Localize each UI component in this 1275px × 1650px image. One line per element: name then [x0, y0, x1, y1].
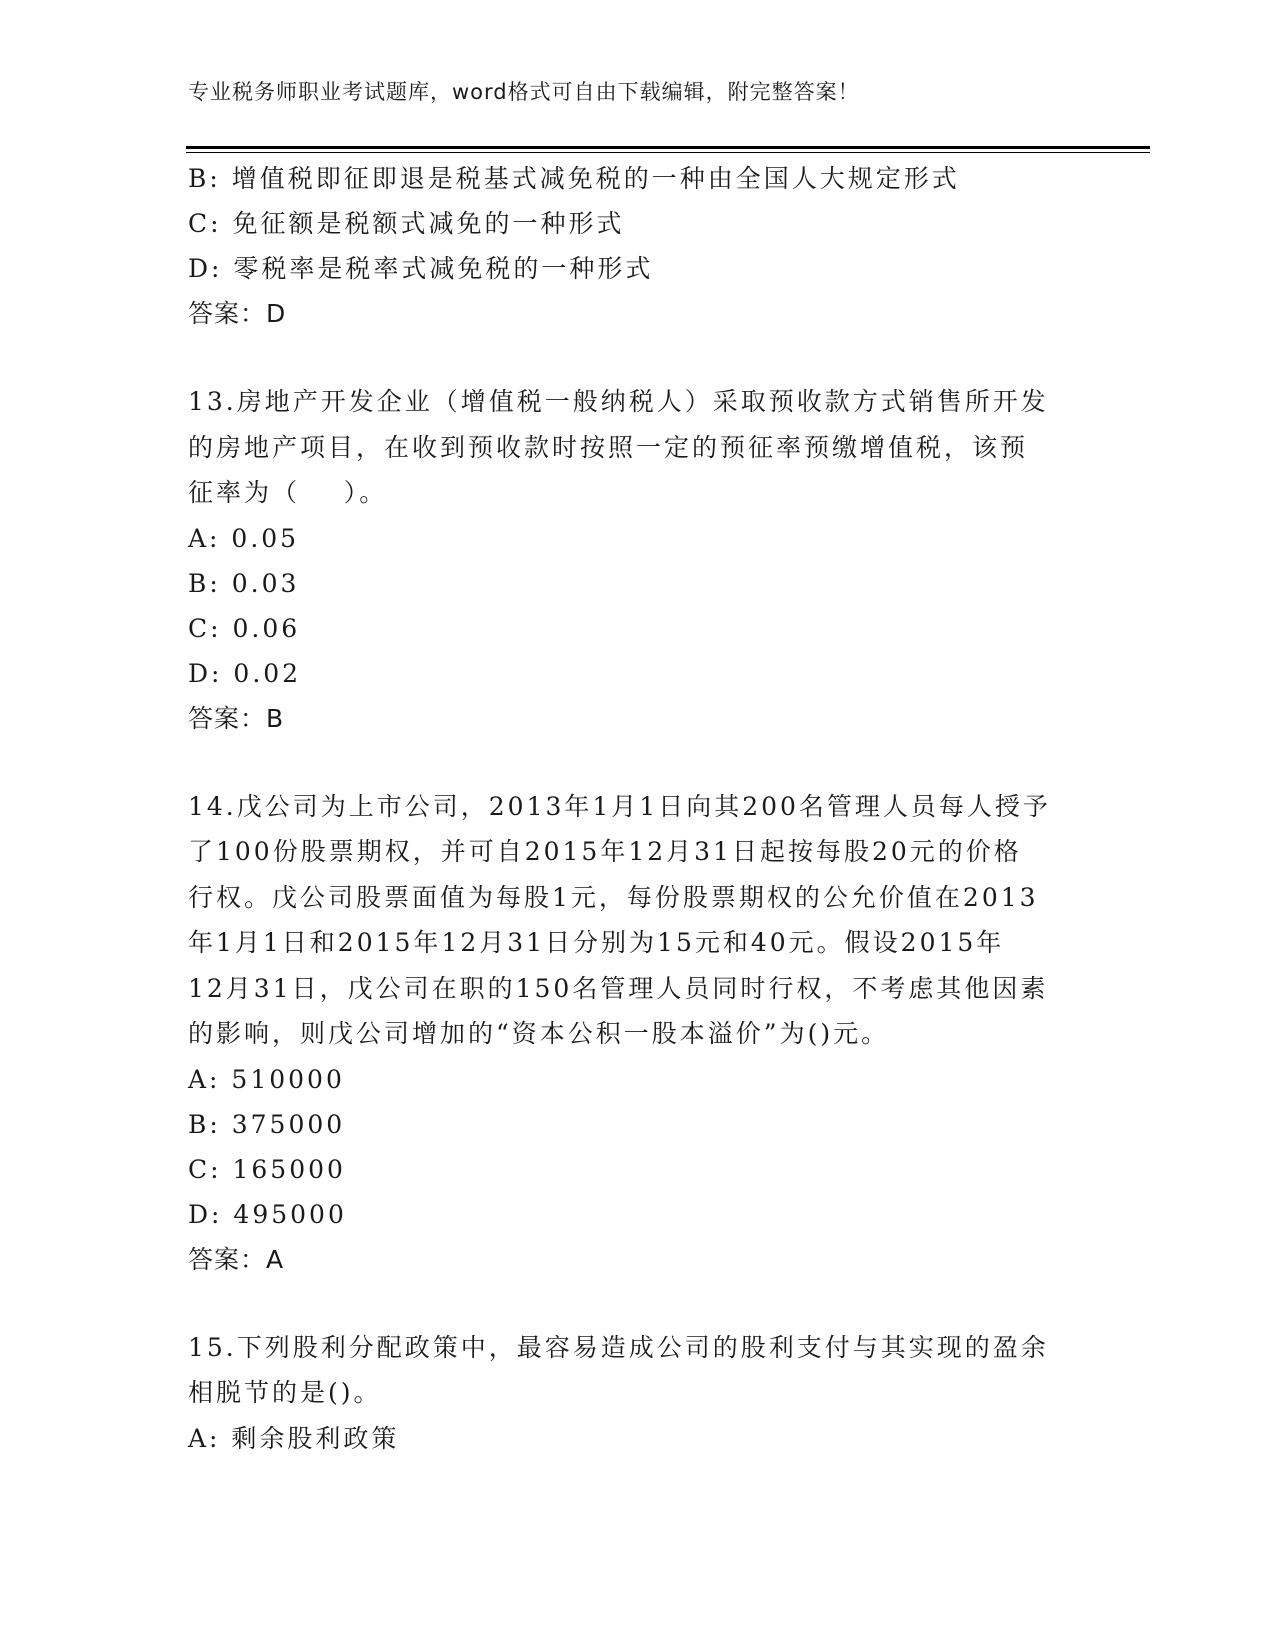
question-14: [188, 784, 1088, 1282]
option-d: D: 495000: [188, 1199, 347, 1229]
stem-line: 的房地产项目，在收到预收款时按照一定的预征率预缴增值税，该预: [188, 432, 1029, 462]
stem-line: 了100份股票期权，并可自2015年12月31日起按每股20元的价格: [188, 837, 1022, 866]
option-b: B: 375000: [188, 1109, 346, 1139]
question-stem: [188, 784, 1088, 1057]
option-b: B: 增值税即征即退是税基式减免税的一种由全国人大规定形式: [188, 164, 960, 193]
header-rule-thin: [186, 152, 1150, 153]
stem-line: 13.房地产开发企业（增值税一般纳税人）采取预收款方式销售所开发: [188, 387, 1049, 416]
option-a: A: 510000: [188, 1064, 345, 1094]
option-a: A: 剩余股利政策: [188, 1423, 400, 1453]
question-13: [188, 379, 1088, 741]
prev-question-block: [188, 156, 1088, 336]
option-a: A: 0.05: [188, 523, 300, 553]
option-d: D: 0.02: [188, 658, 302, 688]
question-stem: [188, 379, 1088, 516]
option-c: C: 0.06: [188, 613, 301, 643]
question-15: [188, 1325, 1088, 1461]
question-stem: [188, 1325, 1088, 1416]
stem-line: 14.戊公司为上市公司，2013年1月1日向其200名管理人员每人授予: [188, 791, 1051, 821]
option-b: B: 0.03: [188, 568, 300, 598]
option-d: D: 零税率是税率式减免税的一种形式: [188, 254, 654, 283]
document-content: [188, 156, 1088, 1461]
answer-line: 答案：D: [188, 299, 287, 328]
option-c: C: 免征额是税额式减免的一种形式: [188, 209, 625, 238]
stem-line: 行权。戊公司股票面值为每股1元，每份股票期权的公允价值在2013: [188, 882, 1039, 912]
stem-line: 的影响，则戊公司增加的“资本公积一股本溢价”为()元。: [188, 1019, 890, 1048]
answer-line: 答案：B: [188, 703, 285, 733]
page-header: 专业税务师职业考试题库，word格式可自由下载编辑，附完整答案！: [188, 80, 860, 104]
stem-line: 征率为（ ）。: [188, 478, 388, 507]
stem-line: 15.下列股利分配政策中，最容易造成公司的股利支付与其实现的盈余: [188, 1332, 1049, 1362]
header-rule-thick: [186, 146, 1150, 149]
option-c: C: 165000: [188, 1154, 346, 1184]
stem-line: 相脱节的是()。: [188, 1378, 382, 1407]
stem-line: 年1月1日和2015年12月31日分别为15元和40元。假设2015年: [188, 928, 1005, 957]
answer-line: 答案：A: [188, 1244, 285, 1274]
stem-line: 12月31日，戊公司在职的150名管理人员同时行权，不考虑其他因素: [188, 973, 1049, 1003]
